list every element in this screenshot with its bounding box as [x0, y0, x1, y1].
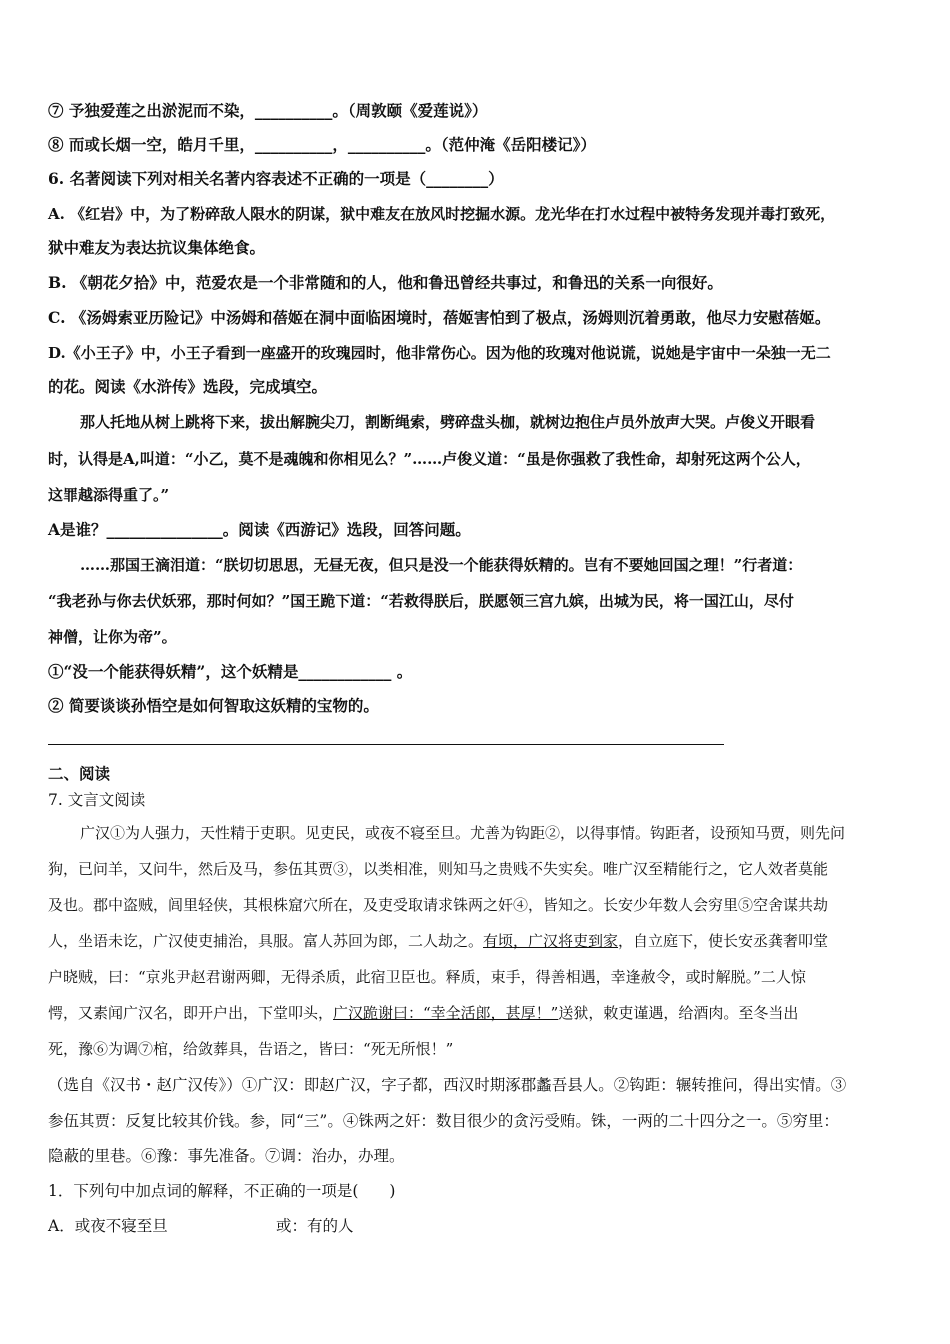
subquestion-1-option-a	[48, 1215, 354, 1237]
question-6-option-d: D.《小王子》中，小王子看到一座盛开的玫瑰园时，他非常伤心。因为他的玫瑰对他说谎，说她是宇宙中一朵独一无二	[48, 344, 831, 362]
xiyouji-excerpt-line-2: “我老孙与你去伏妖邪，那时何如？”国王跪下道：“若救得朕后，朕愿领三宫九嫔，出城为民，将一国江山，尽付	[48, 592, 794, 610]
notes-line-1: （选自《汉书・赵广汉传》）①广汉：即赵广汉，字子都，西汉时期涿郡蠡吾县人。②钩距：辗转推问，得出实情。③	[48, 1076, 847, 1094]
xiyouji-question-2: ② 简要谈谈孙悟空是如何智取这妖精的宝物的。	[48, 696, 379, 715]
classical-text-line-4	[48, 930, 828, 952]
classical-text-line-6-part-3: 送狱，敕吏谨遇，给酒肉。至冬当出	[558, 1004, 799, 1022]
classical-text-line-6-part-1: 愕，又素闻广汉名，即开户出，下堂叩头，	[48, 1004, 334, 1022]
classical-text-line-2: 狗，已问羊，又问牛，然后及马，参伍其贾③，以类相准，则知马之贵贱不失实矣。唯广汉至精能行之，它人效者莫能	[48, 860, 829, 878]
shuihu-excerpt-line-2: 时，认得是A,叫道：“小乙，莫不是魂魄和你相见么？”……卢俊义道：“虽是你强救了我性命，却射死这两个公人，	[48, 450, 811, 468]
question-6-option-c: C. 《汤姆索亚历险记》中汤姆和蓓姬在洞中面临困境时，蓓姬害怕到了极点，汤姆则沉着勇敢，他尽力安慰蓓姬。	[48, 308, 831, 327]
question-5-item-8: ⑧ 而或长烟一空，皓月千里，__________，__________。（范仲淹《岳阳楼记》）	[48, 135, 596, 154]
question-6-option-b: B. 《朝花夕拾》中，范爱农是一个非常随和的人，他和鲁迅曾经共事过，和鲁迅的关系一向很好。	[48, 273, 723, 292]
question-5-item-7: ⑦ 予独爱莲之出淤泥而不染，__________。（周敦颐《爱莲说》）	[48, 101, 488, 120]
underlined-sentence-1: 有顷，广汉将吏到家	[483, 932, 619, 950]
section-heading-reading: 二、阅读	[48, 764, 111, 783]
classical-text-line-4-part-3: ，自立庭下，使长安丞龚奢叩堂	[618, 932, 829, 950]
classical-text-line-5: 户晓贼，曰：“京兆尹赵君谢两卿，无得杀质，此宿卫臣也。释质，束手，得善相遇，幸逢赦令，或时解脱。”二人惊	[48, 968, 806, 986]
question-6-option-a: A. 《红岩》中，为了粉碎敌人限水的阴谋，狱中难友在放风时挖掘水源。龙光华在打水过程中被特务发现并毒打致死，	[48, 205, 836, 223]
underlined-sentence-2: 广汉跪谢曰：“幸全活郎，甚厚！”	[333, 1004, 559, 1022]
question-6-option-d-cont: 的花。阅读《水浒传》选段，完成填空。	[48, 377, 328, 396]
xiyouji-excerpt-line-3: 神僧，让你为帝”。	[48, 628, 177, 646]
option-a-sentence: A．或夜不寝至旦	[48, 1217, 168, 1235]
answer-line	[48, 744, 724, 745]
shuihu-excerpt-line-1: 那人托地从树上跳将下来，拔出解腕尖刀，割断绳索，劈碎盘头枷，就树边抱住卢员外放声大哭。卢俊义开眼看	[80, 413, 816, 431]
classical-text-line-4-part-1: 人，坐语未讫，广汉使吏捕治，具服。富人苏回为郎，二人劫之。	[48, 932, 484, 950]
xiyouji-question-1: ①“没一个能获得妖精”，这个妖精是____________ 。	[48, 662, 413, 681]
option-a-explanation: 或：有的人	[276, 1217, 354, 1235]
question-a-who: A是谁？_______________。阅读《西游记》选段，回答问题。	[48, 520, 471, 539]
classical-text-line-3: 及也。郡中盗贼，闾里轻侠，其根株窟穴所在，及吏受取请求铢两之奸④，皆知之。长安少年数人会穷里⑤空舍谋共劫	[48, 896, 829, 914]
question-7-heading: 7. 文言文阅读	[48, 791, 146, 809]
shuihu-excerpt-line-3: 这罪越添得重了。”	[48, 486, 170, 504]
question-6-stem: 6. 名著阅读下列对相关名著内容表述不正确的一项是（________）	[48, 169, 504, 188]
classical-text-line-1: 广汉①为人强力，天性精于吏职。见吏民，或夜不寝至旦。尤善为钩距②，以得事情。钩距者，设预知马贾，则先问	[80, 824, 846, 842]
subquestion-1-stem: 1．下列句中加点词的解释，不正确的一项是( )	[48, 1182, 396, 1200]
classical-text-line-6	[48, 1002, 798, 1024]
notes-line-2: 参伍其贾：反复比较其价钱。参，同“三”。④铢两之奸：数目很少的贪污受贿。铢，一两的二十四分之一。⑤穷里：	[48, 1112, 839, 1130]
classical-text-line-7: 死，豫⑥为调⑦棺，给敛葬具，告语之，皆曰：“死无所恨！”	[48, 1040, 454, 1058]
xiyouji-excerpt-line-1: ……那国王滴泪道：“朕切切思思，无昼无夜，但只是没一个能获得妖精的。岂有不要她回国之理！”行者道：	[80, 556, 803, 574]
notes-line-3: 隐蔽的里巷。⑥豫：事先准备。⑦调：治办，办理。	[48, 1147, 405, 1165]
question-6-option-a-cont: 狱中难友为表达抗议集体绝食。	[48, 238, 266, 257]
